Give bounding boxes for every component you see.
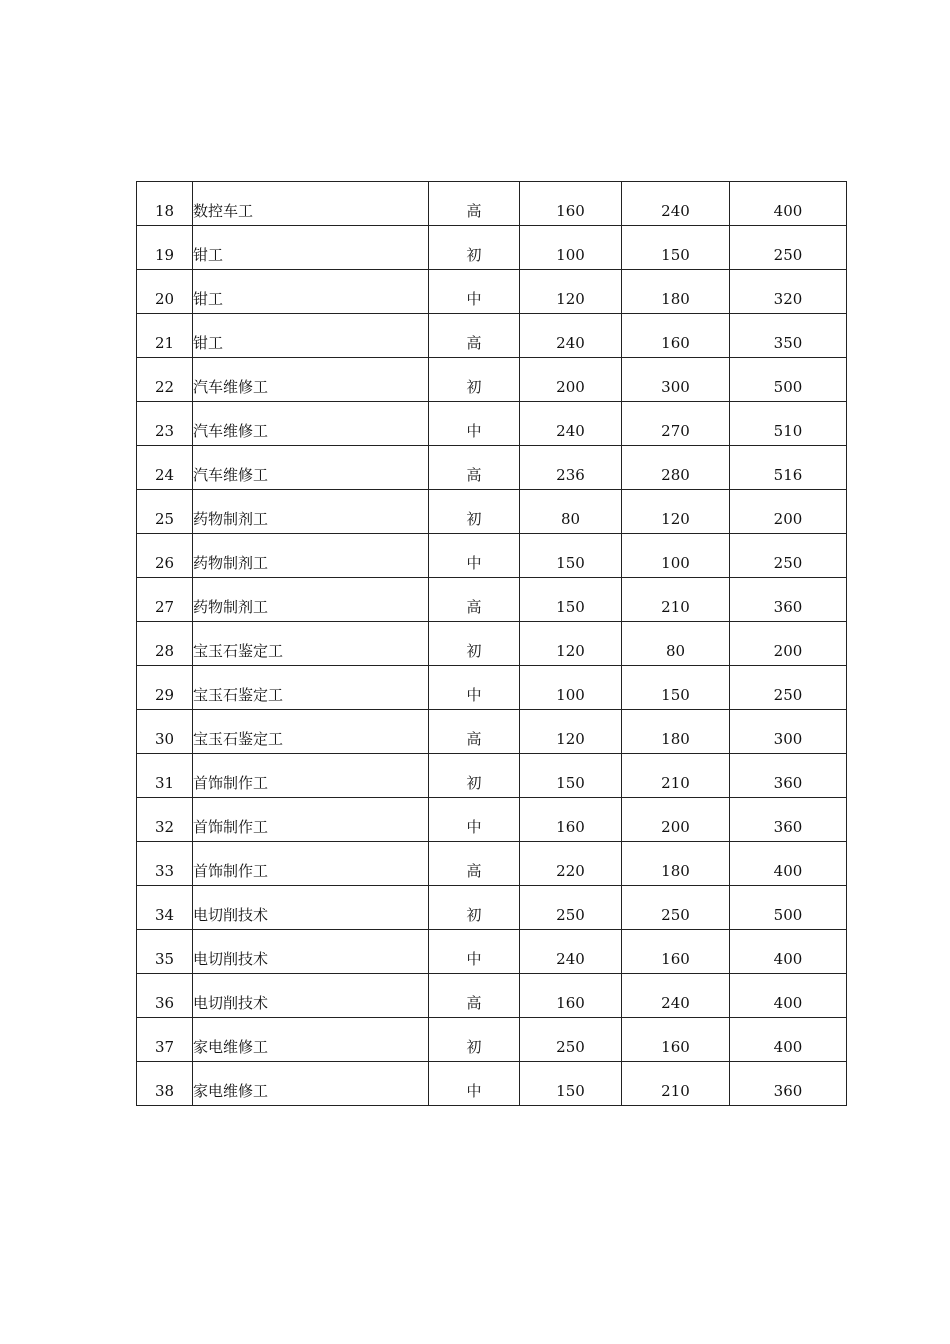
value-total-cell: 400 (730, 974, 847, 1018)
skill-level-cell: 中 (429, 534, 520, 578)
value-a-cell: 160 (520, 798, 622, 842)
skill-level-cell: 高 (429, 446, 520, 490)
skill-level-cell: 中 (429, 402, 520, 446)
table-row (137, 534, 847, 578)
table-row (137, 358, 847, 402)
value-a-cell: 236 (520, 446, 622, 490)
value-total-cell: 360 (730, 754, 847, 798)
value-total-cell: 200 (730, 490, 847, 534)
table-row (137, 1062, 847, 1106)
occupation-name-cell: 药物制剂工 (193, 490, 429, 534)
value-b-cell: 160 (622, 314, 730, 358)
skill-level-cell: 中 (429, 270, 520, 314)
occupation-name-cell: 家电维修工 (193, 1018, 429, 1062)
value-a-cell: 240 (520, 314, 622, 358)
value-b-cell: 240 (622, 182, 730, 226)
row-number-cell: 23 (137, 402, 193, 446)
value-a-cell: 220 (520, 842, 622, 886)
occupation-name-cell: 电切削技术 (193, 974, 429, 1018)
table-row (137, 930, 847, 974)
row-number-cell: 18 (137, 182, 193, 226)
value-total-cell: 200 (730, 622, 847, 666)
skill-level-cell: 初 (429, 754, 520, 798)
value-a-cell: 150 (520, 578, 622, 622)
occupation-name-cell: 首饰制作工 (193, 798, 429, 842)
skill-level-cell: 中 (429, 666, 520, 710)
table-row (137, 1018, 847, 1062)
table-row (137, 490, 847, 534)
occupation-name-cell: 钳工 (193, 270, 429, 314)
value-a-cell: 150 (520, 534, 622, 578)
value-b-cell: 80 (622, 622, 730, 666)
table-row (137, 226, 847, 270)
skill-level-cell: 高 (429, 974, 520, 1018)
skill-level-cell: 初 (429, 622, 520, 666)
row-number-cell: 25 (137, 490, 193, 534)
occupation-name-cell: 电切削技术 (193, 886, 429, 930)
row-number-cell: 31 (137, 754, 193, 798)
value-a-cell: 100 (520, 226, 622, 270)
occupation-name-cell: 宝玉石鉴定工 (193, 710, 429, 754)
table-row (137, 622, 847, 666)
table-body (137, 182, 847, 1106)
occupation-name-cell: 药物制剂工 (193, 578, 429, 622)
value-a-cell: 240 (520, 930, 622, 974)
skill-level-cell: 高 (429, 314, 520, 358)
row-number-cell: 20 (137, 270, 193, 314)
value-a-cell: 160 (520, 974, 622, 1018)
value-total-cell: 250 (730, 226, 847, 270)
skill-level-cell: 初 (429, 226, 520, 270)
value-b-cell: 240 (622, 974, 730, 1018)
occupation-name-cell: 药物制剂工 (193, 534, 429, 578)
skill-level-cell: 中 (429, 798, 520, 842)
skill-level-cell: 高 (429, 578, 520, 622)
skill-level-cell: 高 (429, 842, 520, 886)
occupation-name-cell: 汽车维修工 (193, 446, 429, 490)
value-b-cell: 300 (622, 358, 730, 402)
row-number-cell: 21 (137, 314, 193, 358)
value-a-cell: 240 (520, 402, 622, 446)
value-total-cell: 516 (730, 446, 847, 490)
occupation-name-cell: 首饰制作工 (193, 754, 429, 798)
table-row (137, 798, 847, 842)
value-b-cell: 200 (622, 798, 730, 842)
value-a-cell: 120 (520, 710, 622, 754)
value-total-cell: 500 (730, 358, 847, 402)
value-total-cell: 360 (730, 798, 847, 842)
value-a-cell: 80 (520, 490, 622, 534)
skill-level-cell: 中 (429, 930, 520, 974)
value-total-cell: 320 (730, 270, 847, 314)
table-row (137, 666, 847, 710)
occupation-name-cell: 数控车工 (193, 182, 429, 226)
row-number-cell: 30 (137, 710, 193, 754)
value-total-cell: 400 (730, 930, 847, 974)
row-number-cell: 38 (137, 1062, 193, 1106)
value-total-cell: 250 (730, 666, 847, 710)
value-b-cell: 120 (622, 490, 730, 534)
value-total-cell: 250 (730, 534, 847, 578)
value-total-cell: 500 (730, 886, 847, 930)
value-a-cell: 250 (520, 886, 622, 930)
row-number-cell: 29 (137, 666, 193, 710)
occupation-name-cell: 宝玉石鉴定工 (193, 622, 429, 666)
row-number-cell: 27 (137, 578, 193, 622)
value-total-cell: 400 (730, 182, 847, 226)
value-a-cell: 120 (520, 622, 622, 666)
occupation-name-cell: 汽车维修工 (193, 358, 429, 402)
table-row (137, 182, 847, 226)
value-b-cell: 210 (622, 754, 730, 798)
table-row (137, 314, 847, 358)
value-a-cell: 200 (520, 358, 622, 402)
row-number-cell: 37 (137, 1018, 193, 1062)
skill-level-cell: 初 (429, 1018, 520, 1062)
table-row (137, 270, 847, 314)
row-number-cell: 32 (137, 798, 193, 842)
occupation-table (136, 181, 847, 1106)
table-row (137, 710, 847, 754)
value-b-cell: 270 (622, 402, 730, 446)
occupation-name-cell: 钳工 (193, 226, 429, 270)
value-a-cell: 150 (520, 1062, 622, 1106)
value-total-cell: 300 (730, 710, 847, 754)
value-total-cell: 350 (730, 314, 847, 358)
row-number-cell: 22 (137, 358, 193, 402)
row-number-cell: 24 (137, 446, 193, 490)
occupation-name-cell: 家电维修工 (193, 1062, 429, 1106)
occupation-name-cell: 钳工 (193, 314, 429, 358)
skill-level-cell: 中 (429, 1062, 520, 1106)
skill-level-cell: 初 (429, 886, 520, 930)
value-b-cell: 180 (622, 842, 730, 886)
skill-level-cell: 高 (429, 182, 520, 226)
skill-level-cell: 初 (429, 490, 520, 534)
value-total-cell: 400 (730, 1018, 847, 1062)
value-total-cell: 400 (730, 842, 847, 886)
value-total-cell: 360 (730, 578, 847, 622)
occupation-name-cell: 首饰制作工 (193, 842, 429, 886)
value-b-cell: 180 (622, 270, 730, 314)
value-b-cell: 100 (622, 534, 730, 578)
value-b-cell: 150 (622, 226, 730, 270)
value-total-cell: 360 (730, 1062, 847, 1106)
value-b-cell: 210 (622, 578, 730, 622)
value-b-cell: 180 (622, 710, 730, 754)
occupation-name-cell: 电切削技术 (193, 930, 429, 974)
value-a-cell: 150 (520, 754, 622, 798)
value-b-cell: 150 (622, 666, 730, 710)
table-row (137, 974, 847, 1018)
row-number-cell: 33 (137, 842, 193, 886)
row-number-cell: 28 (137, 622, 193, 666)
value-b-cell: 250 (622, 886, 730, 930)
value-a-cell: 120 (520, 270, 622, 314)
value-b-cell: 210 (622, 1062, 730, 1106)
table-row (137, 886, 847, 930)
table-row (137, 402, 847, 446)
value-a-cell: 250 (520, 1018, 622, 1062)
table-row (137, 446, 847, 490)
value-a-cell: 100 (520, 666, 622, 710)
row-number-cell: 36 (137, 974, 193, 1018)
value-total-cell: 510 (730, 402, 847, 446)
row-number-cell: 34 (137, 886, 193, 930)
skill-level-cell: 高 (429, 710, 520, 754)
occupation-name-cell: 汽车维修工 (193, 402, 429, 446)
row-number-cell: 19 (137, 226, 193, 270)
occupation-name-cell: 宝玉石鉴定工 (193, 666, 429, 710)
table-row (137, 754, 847, 798)
table-row (137, 842, 847, 886)
row-number-cell: 26 (137, 534, 193, 578)
value-b-cell: 160 (622, 1018, 730, 1062)
table-row (137, 578, 847, 622)
value-a-cell: 160 (520, 182, 622, 226)
row-number-cell: 35 (137, 930, 193, 974)
value-b-cell: 280 (622, 446, 730, 490)
value-b-cell: 160 (622, 930, 730, 974)
skill-level-cell: 初 (429, 358, 520, 402)
